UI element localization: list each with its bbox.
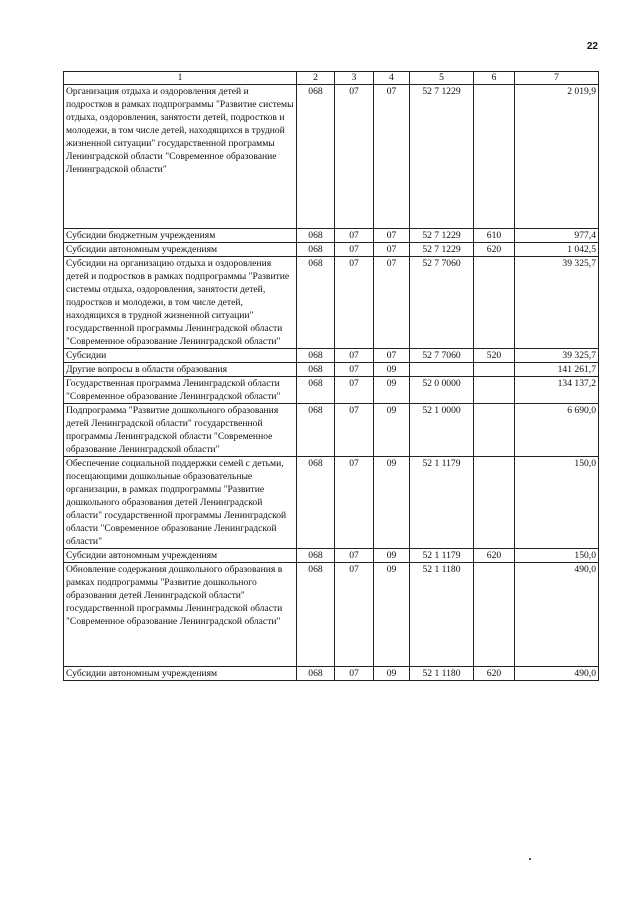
cell-grbs: 068 [297, 377, 335, 404]
cell-sum: 39 325,7 [515, 349, 599, 363]
cell-vr [474, 257, 515, 349]
cell-pr: 09 [374, 563, 410, 667]
cell-csr: 52 7 7060 [410, 349, 474, 363]
cell-vr: 610 [474, 229, 515, 243]
table-row [64, 85, 599, 229]
cell-sum: 150,0 [515, 549, 599, 563]
cell-rz: 07 [335, 243, 374, 257]
cell-csr: 52 1 1179 [410, 457, 474, 549]
cell-vr: 620 [474, 243, 515, 257]
cell-rz: 07 [335, 667, 374, 681]
cell-rz: 07 [335, 549, 374, 563]
cell-rz: 07 [335, 377, 374, 404]
header-row [64, 72, 599, 85]
cell-pr: 09 [374, 363, 410, 377]
cell-pr: 07 [374, 229, 410, 243]
column-header: 2 [297, 72, 335, 85]
cell-vr: 620 [474, 549, 515, 563]
column-header: 6 [474, 72, 515, 85]
cell-sum: 134 137,2 [515, 377, 599, 404]
cell-rz: 07 [335, 85, 374, 229]
cell-rz: 07 [335, 229, 374, 243]
page-number: 22 [586, 41, 598, 52]
table-row [64, 549, 599, 563]
column-header: 1 [64, 72, 297, 85]
cell-csr [410, 363, 474, 377]
cell-grbs: 068 [297, 229, 335, 243]
cell-csr: 52 1 1180 [410, 563, 474, 667]
cell-csr: 52 7 1229 [410, 243, 474, 257]
table-row [64, 667, 599, 681]
cell-pr: 09 [374, 404, 410, 457]
cell-pr: 09 [374, 457, 410, 549]
row-name: Субсидии автономным учреждениям [64, 243, 297, 257]
row-name: Субсидии [64, 349, 297, 363]
row-name: Другие вопросы в области образования [64, 363, 297, 377]
cell-pr: 07 [374, 85, 410, 229]
table-row [64, 563, 599, 667]
row-name: Субсидии автономным учреждениям [64, 549, 297, 563]
cell-grbs: 068 [297, 85, 335, 229]
cell-sum: 6 690,0 [515, 404, 599, 457]
table-row [64, 457, 599, 549]
cell-pr: 07 [374, 257, 410, 349]
cell-vr [474, 404, 515, 457]
column-header: 7 [515, 72, 599, 85]
row-name: Подпрограмма "Развитие дошкольного образования детей Ленинградской области" государственной программы Ленинградской области "Современное образование Ленинградской области" [64, 404, 297, 457]
cell-grbs: 068 [297, 404, 335, 457]
table-row [64, 257, 599, 349]
table-row [64, 349, 599, 363]
column-header: 3 [335, 72, 374, 85]
cell-pr: 09 [374, 377, 410, 404]
cell-vr [474, 563, 515, 667]
cell-sum: 2 019,9 [515, 85, 599, 229]
cell-vr [474, 85, 515, 229]
cell-csr: 52 1 1179 [410, 549, 474, 563]
cell-csr: 52 1 0000 [410, 404, 474, 457]
table-row [64, 363, 599, 377]
cell-vr: 520 [474, 349, 515, 363]
row-name: Обеспечение социальной поддержки семей с детьми, посещающими дошкольные образовательные организации, в рамках подпрограммы "Развитие дошкольного образования детей Ленинградской области" государственной программы Ленинградской области "Современное образование Ленинградской области" [64, 457, 297, 549]
cell-grbs: 068 [297, 363, 335, 377]
cell-rz: 07 [335, 457, 374, 549]
cell-rz: 07 [335, 363, 374, 377]
cell-pr: 09 [374, 549, 410, 563]
cell-sum: 39 325,7 [515, 257, 599, 349]
cell-csr: 52 7 1229 [410, 85, 474, 229]
cell-rz: 07 [335, 349, 374, 363]
column-header: 4 [374, 72, 410, 85]
scan-speck [529, 858, 531, 860]
cell-grbs: 068 [297, 243, 335, 257]
column-header: 5 [410, 72, 474, 85]
row-name: Субсидии автономным учреждениям [64, 667, 297, 681]
cell-vr [474, 377, 515, 404]
cell-sum: 490,0 [515, 563, 599, 667]
cell-sum: 977,4 [515, 229, 599, 243]
table-row [64, 229, 599, 243]
cell-csr: 52 7 1229 [410, 229, 474, 243]
row-name: Организация отдыха и оздоровления детей и подростков в рамках подпрограммы "Развитие системы отдыха, оздоровления, занятости детей, подростков и молодежи, в том числе детей, находящихся в трудной жизненной ситуации" государственной программы Ленинградской области "Современное образование Ленинградской области" [64, 85, 297, 229]
cell-rz: 07 [335, 257, 374, 349]
cell-sum: 141 261,7 [515, 363, 599, 377]
cell-vr [474, 457, 515, 549]
row-name: Субсидии бюджетным учреждениям [64, 229, 297, 243]
cell-csr: 52 7 7060 [410, 257, 474, 349]
cell-rz: 07 [335, 404, 374, 457]
cell-vr [474, 363, 515, 377]
table-row [64, 377, 599, 404]
cell-vr: 620 [474, 667, 515, 681]
row-name: Обновление содержания дошкольного образования в рамках подпрограммы "Развитие дошкольного образования детей Ленинградской области" государственной программы Ленинградской области "Современное образование Ленинградской области" [64, 563, 297, 667]
cell-grbs: 068 [297, 349, 335, 363]
budget-table [63, 71, 599, 681]
cell-sum: 150,0 [515, 457, 599, 549]
cell-sum: 490,0 [515, 667, 599, 681]
cell-pr: 07 [374, 243, 410, 257]
table-row [64, 243, 599, 257]
cell-grbs: 068 [297, 667, 335, 681]
table-row [64, 404, 599, 457]
cell-grbs: 068 [297, 457, 335, 549]
row-name: Государственная программа Ленинградской области "Современное образование Ленинградской области" [64, 377, 297, 404]
cell-grbs: 068 [297, 563, 335, 667]
cell-grbs: 068 [297, 549, 335, 563]
row-name: Субсидии на организацию отдыха и оздоровления детей и подростков в рамках подпрограммы "Развитие системы отдыха, оздоровления, занятости детей, подростков и молодежи, в том числе детей, находящихся в трудной жизненной ситуации" государственной программы Ленинградской области "Современное образование Ленинградской области" [64, 257, 297, 349]
cell-csr: 52 0 0000 [410, 377, 474, 404]
cell-csr: 52 1 1180 [410, 667, 474, 681]
cell-pr: 07 [374, 349, 410, 363]
cell-rz: 07 [335, 563, 374, 667]
cell-pr: 09 [374, 667, 410, 681]
cell-grbs: 068 [297, 257, 335, 349]
cell-sum: 1 042,5 [515, 243, 599, 257]
